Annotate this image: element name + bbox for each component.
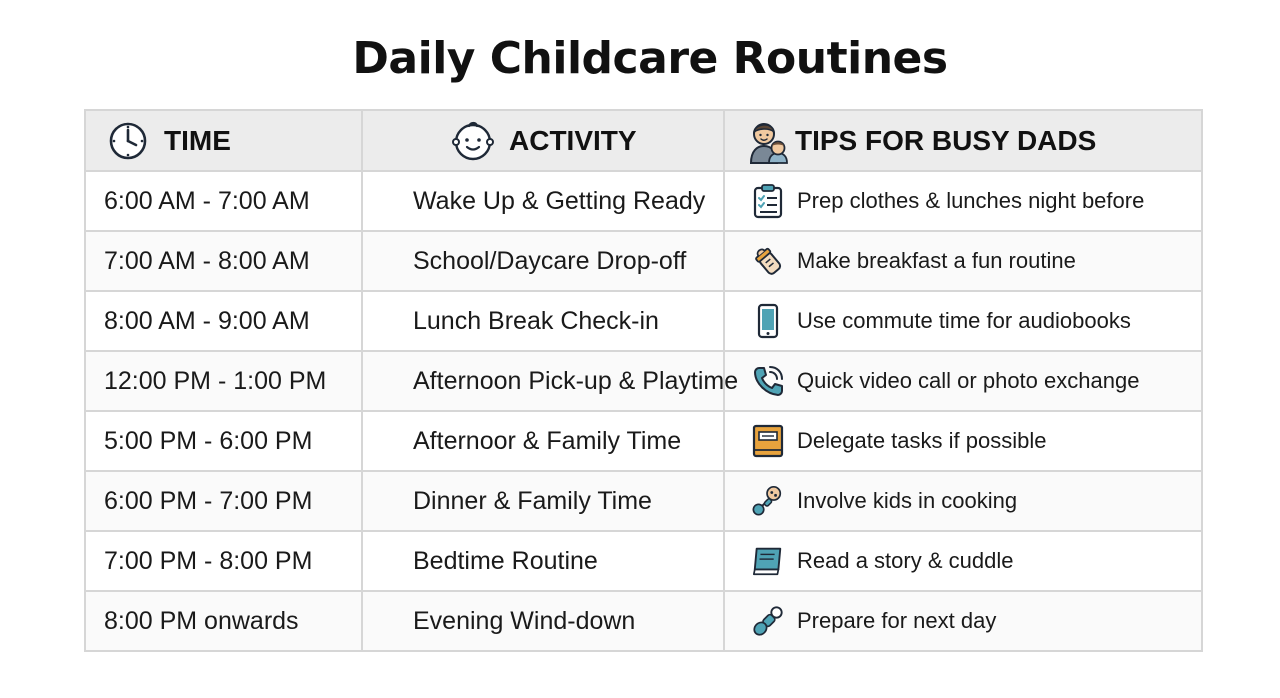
activity-cell: Evening Wind-down — [362, 591, 724, 651]
rattle-icon — [751, 484, 785, 518]
tip-text: Prepare for next day — [797, 608, 997, 633]
tip-text: Read a story & cuddle — [797, 548, 1014, 573]
activity-cell: Lunch Break Check-in — [362, 291, 724, 351]
header-activity — [362, 110, 724, 171]
table-row — [85, 471, 1202, 531]
table-row — [85, 591, 1202, 651]
baby-bottle-icon — [751, 244, 785, 278]
tip-cell — [724, 231, 1202, 291]
book-icon — [751, 544, 785, 578]
tip-text: Involve kids in cooking — [797, 488, 1018, 513]
time-cell: 6:00 AM - 7:00 AM — [85, 171, 362, 231]
tip-cell — [724, 531, 1202, 591]
clipboard-checklist-icon — [751, 184, 785, 218]
time-cell: 12:00 PM - 1:00 PM — [85, 351, 362, 411]
baby-face-icon — [451, 120, 495, 162]
table-row — [85, 411, 1202, 471]
activity-cell: Bedtime Routine — [362, 531, 724, 591]
activity-cell: Dinner & Family Time — [362, 471, 724, 531]
header-tips-label: TIPS FOR BUSY DADS — [795, 124, 1097, 156]
header-tips — [724, 110, 1202, 171]
table-row — [85, 291, 1202, 351]
pacifier-icon — [751, 604, 785, 638]
table-row — [85, 171, 1202, 231]
activity-cell: Afternoon Pick-up & Playtime — [362, 351, 724, 411]
activity-cell: Wake Up & Getting Ready — [362, 171, 724, 231]
tip-text: Make breakfast a fun routine — [797, 248, 1076, 273]
tip-cell — [724, 351, 1202, 411]
phone-call-icon — [751, 364, 785, 398]
page-title: Daily Childcare Routines — [352, 33, 948, 84]
routine-table — [84, 109, 1203, 652]
tip-text: Delegate tasks if possible — [797, 428, 1047, 453]
clock-icon — [108, 121, 148, 161]
tip-text: Prep clothes & lunches night before — [797, 188, 1145, 213]
tip-cell — [724, 471, 1202, 531]
tip-cell — [724, 291, 1202, 351]
smartphone-icon — [751, 304, 785, 338]
tip-text: Quick video call or photo exchange — [797, 368, 1140, 393]
notebook-icon — [751, 424, 785, 458]
tip-cell — [724, 411, 1202, 471]
header-activity-label: ACTIVITY — [509, 124, 637, 156]
tip-text: Use commute time for audiobooks — [797, 308, 1131, 333]
time-cell: 8:00 AM - 9:00 AM — [85, 291, 362, 351]
header-time — [85, 110, 362, 171]
table-row — [85, 531, 1202, 591]
tip-cell — [724, 591, 1202, 651]
time-cell: 7:00 AM - 8:00 AM — [85, 231, 362, 291]
table-header-row — [85, 110, 1202, 171]
tip-cell — [724, 171, 1202, 231]
time-cell: 5:00 PM - 6:00 PM — [85, 411, 362, 471]
activity-cell: Afternoor & Family Time — [362, 411, 724, 471]
table-row — [85, 351, 1202, 411]
time-cell: 6:00 PM - 7:00 PM — [85, 471, 362, 531]
activity-cell: School/Daycare Drop-off — [362, 231, 724, 291]
time-cell: 8:00 PM onwards — [85, 591, 362, 651]
header-time-label: TIME — [164, 124, 231, 156]
dad-and-child-icon — [747, 117, 789, 165]
time-cell: 7:00 PM - 8:00 PM — [85, 531, 362, 591]
table-row — [85, 231, 1202, 291]
